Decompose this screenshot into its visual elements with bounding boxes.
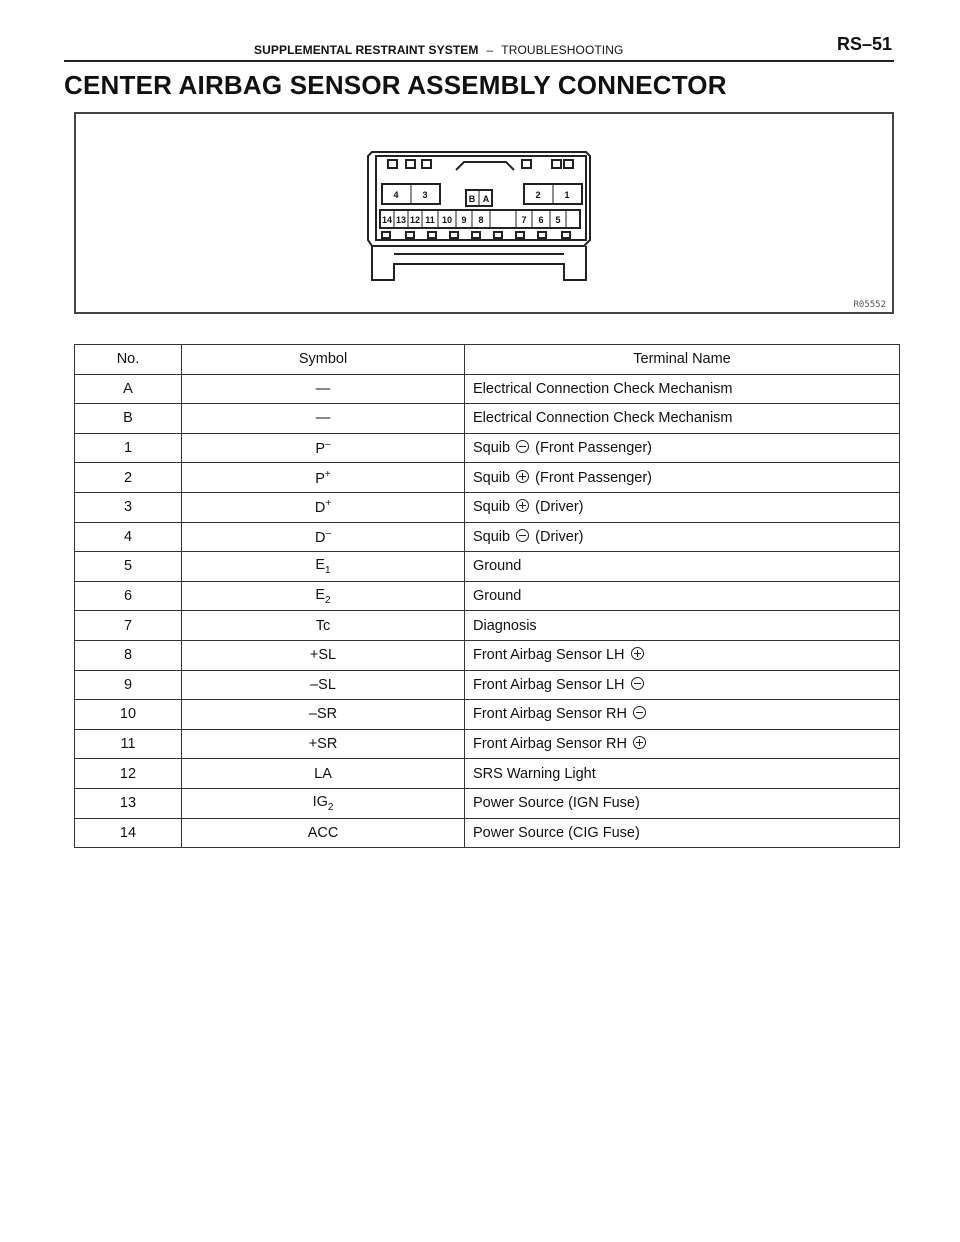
cell-no: 14 [75,818,182,848]
cell-symbol [182,374,465,404]
pin-label: 2 [535,190,541,200]
cell-terminal-name [465,404,900,434]
terminal-name-text: Electrical Connection Check Mechanism [473,410,733,427]
cell-terminal-name [465,700,900,730]
pin-label: 8 [478,215,484,225]
cell-terminal-name [465,611,900,641]
cell-no: 3 [75,492,182,522]
circled-minus-icon [516,529,529,542]
table-row [75,788,900,818]
pin-label: 6 [538,215,544,225]
cell-no: 9 [75,670,182,700]
circled-plus-icon [516,499,529,512]
terminal-name-text: SRS Warning Light [473,765,596,782]
page-title: CENTER AIRBAG SENSOR ASSEMBLY CONNECTOR [64,70,727,100]
symbol-text: — [315,410,331,427]
cell-terminal-name [465,729,900,759]
terminal-name-text: Squib [473,528,511,545]
cell-terminal-name [465,759,900,789]
table-row [75,729,900,759]
pin-label: 3 [422,190,428,200]
circled-minus-icon [516,440,529,453]
table-row [75,818,900,848]
table-row [75,552,900,582]
terminal-name-text: Diagnosis [473,617,537,634]
table-row [75,522,900,552]
symbol-subscript: 1 [325,564,331,576]
header-subsection: TROUBLESHOOTING [501,43,624,57]
symbol-text: +SR [308,736,338,753]
pin-label: B [468,194,476,204]
table-row [75,670,900,700]
symbol-text: –SL [310,676,336,693]
terminal-name-text: Front Airbag Sensor RH [473,706,627,723]
terminal-name-detail: (Front Passenger) [535,440,653,457]
cell-no: 2 [75,463,182,493]
symbol-text: — [315,380,331,397]
symbol-superscript: – [325,527,332,539]
pin-label: 12 [409,215,421,225]
terminal-name-text: Electrical Connection Check Mechanism [473,380,733,397]
terminal-name-text: Front Airbag Sensor RH [473,736,627,753]
symbol-text: Tc [315,617,331,634]
cell-no: 11 [75,729,182,759]
terminal-name-detail: (Driver) [535,499,584,516]
symbol-subscript: 2 [325,594,331,606]
cell-no: 5 [75,552,182,582]
terminal-table [74,344,900,848]
cell-symbol [182,670,465,700]
cell-terminal-name [465,581,900,611]
symbol-subscript: 2 [327,801,334,813]
cell-no: 13 [75,788,182,818]
table-row [75,404,900,434]
symbol-text: ACC [307,824,339,841]
circled-plus-icon [516,470,529,483]
symbol-text: D [314,529,326,546]
cell-no: 4 [75,522,182,552]
header-section [254,43,623,57]
pin-label: 1 [564,190,570,200]
pin-label: 7 [521,215,527,225]
cell-no: 1 [75,433,182,463]
cell-no: B [75,404,182,434]
cell-symbol [182,552,465,582]
cell-terminal-name [465,522,900,552]
cell-no: A [75,374,182,404]
pin-label: 9 [461,215,467,225]
symbol-superscript: + [324,468,331,480]
page-header [64,30,894,62]
cell-terminal-name [465,433,900,463]
cell-symbol [182,729,465,759]
header-no: No. [75,345,182,375]
table-row [75,581,900,611]
terminal-name-text: Front Airbag Sensor LH [473,647,625,664]
symbol-superscript: + [325,498,332,510]
cell-no: 7 [75,611,182,641]
cell-symbol [182,759,465,789]
cell-no: 8 [75,640,182,670]
cell-terminal-name [465,374,900,404]
symbol-text: +SL [309,647,337,664]
table-row [75,463,900,493]
page-number: RS–51 [836,34,892,54]
terminal-name-text: Power Source (CIG Fuse) [473,824,640,841]
header-terminal-name: Terminal Name [465,345,900,375]
symbol-text: LA [314,765,332,782]
symbol-text: D [314,500,326,517]
circled-minus-icon [633,706,646,719]
header-separator: – [486,43,494,57]
cell-no: 6 [75,581,182,611]
header-symbol: Symbol [182,345,465,375]
cell-no: 12 [75,759,182,789]
cell-terminal-name [465,818,900,848]
terminal-name-text: Squib [473,469,511,486]
terminal-name-detail: (Driver) [535,528,584,545]
connector-drawing [76,114,894,314]
pin-label: 14 [381,215,393,225]
connector-diagram [74,112,894,314]
table-header-row [75,345,900,375]
table-body [75,374,900,848]
cell-terminal-name [465,670,900,700]
header-section-title: SUPPLEMENTAL RESTRAINT SYSTEM [254,43,479,57]
table-row [75,433,900,463]
terminal-name-text: Ground [473,558,522,575]
circled-minus-icon [631,677,644,690]
pin-label: 11 [425,215,435,225]
cell-no: 10 [75,700,182,730]
cell-symbol [182,463,465,493]
terminal-name-text: Power Source (IGN Fuse) [473,795,640,812]
terminal-name-text: Squib [473,440,511,457]
cell-symbol [182,404,465,434]
table-row [75,492,900,522]
table-row [75,611,900,641]
cell-symbol [182,700,465,730]
pin-label: 4 [393,190,399,200]
table-row [75,640,900,670]
terminal-name-text: Front Airbag Sensor LH [473,676,625,693]
cell-symbol [182,611,465,641]
terminal-name-text: Ground [473,588,522,605]
symbol-text: P [315,440,326,457]
cell-symbol [182,818,465,848]
cell-symbol [182,492,465,522]
table-row [75,700,900,730]
terminal-name-detail: (Front Passenger) [535,469,653,486]
symbol-text: IG [312,793,328,810]
cell-terminal-name [465,788,900,818]
pin-label: 13 [395,215,407,225]
symbol-text: E [315,586,326,603]
cell-terminal-name [465,552,900,582]
pin-label: A [482,194,490,204]
cell-terminal-name [465,640,900,670]
cell-symbol [182,581,465,611]
cell-terminal-name [465,492,900,522]
figure-id: R05552 [853,300,886,310]
circled-plus-icon [631,647,644,660]
pin-label: 10 [441,215,453,225]
circled-plus-icon [633,736,646,749]
table-row [75,374,900,404]
pin-label: 5 [555,215,561,225]
terminal-name-text: Squib [473,499,511,516]
symbol-text: P [315,470,325,487]
cell-symbol [182,788,465,818]
symbol-superscript: – [325,439,331,451]
cell-symbol [182,433,465,463]
cell-terminal-name [465,463,900,493]
symbol-text: E [315,557,326,573]
symbol-text: –SR [308,706,338,723]
cell-symbol [182,640,465,670]
table-row [75,759,900,789]
cell-symbol [182,522,465,552]
